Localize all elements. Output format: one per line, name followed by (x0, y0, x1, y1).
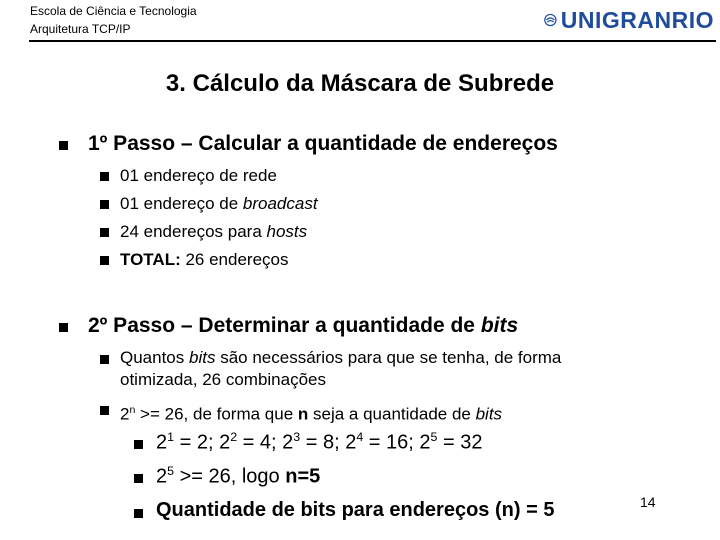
header-text (30, 2, 197, 38)
logo-globe-icon (544, 4, 557, 36)
step2-heading: 2º Passo – Determinar a quantidade de bits (88, 314, 519, 337)
step1-item-total: TOTAL: 26 endereços (120, 250, 289, 269)
bullet-square-icon (100, 200, 109, 209)
bullet-square-icon (100, 355, 109, 364)
bullet-square-icon (100, 228, 109, 237)
powers-of-two: $2^1 = 2$; $2^2 = 4$; $2^3 = 8$; $2^4 = 16$; $2^5 = 32$ (156, 430, 483, 454)
step1-item-rede: 01 endereço de rede (120, 166, 277, 185)
page-number: 14 (640, 494, 656, 510)
bullet-square-icon (100, 406, 109, 415)
conclusion: $2^5 >= 26$, logo n=5 (156, 464, 321, 488)
header-divider (29, 40, 716, 42)
step1-heading: 1º Passo – Calcular a quantidade de endereços (88, 132, 558, 155)
logo-text: UNIGRANRIO (560, 6, 714, 33)
step1-item-hosts: 24 endereços para hosts (120, 222, 308, 241)
unigranrio-logo (544, 3, 714, 37)
bullet-square-icon (59, 141, 68, 150)
bullet-square-icon (100, 256, 109, 265)
bullet-square-icon (59, 323, 68, 332)
header-course: Arquitetura TCP/IP (30, 22, 131, 36)
header-school: Escola de Ciência e Tecnologia (30, 4, 197, 18)
slide-title: 3. Cálculo da Máscara de Subrede (165, 70, 555, 97)
step2-formula: $2^n >= 26$, de forma que n seja a quantidade de bits (120, 404, 503, 424)
step2-question: Quantos bits são necessários para que se tenha, de forma otimizada, 26 combinações (120, 348, 562, 389)
step1-item-broadcast: 01 endereço de broadcast (120, 194, 318, 213)
bullet-square-icon (134, 509, 143, 518)
bullet-square-icon (134, 474, 143, 483)
bullet-square-icon (134, 440, 143, 449)
bullet-square-icon (100, 172, 109, 181)
final-result: Quantidade de bits para endereços (n) = 5 (156, 499, 555, 521)
